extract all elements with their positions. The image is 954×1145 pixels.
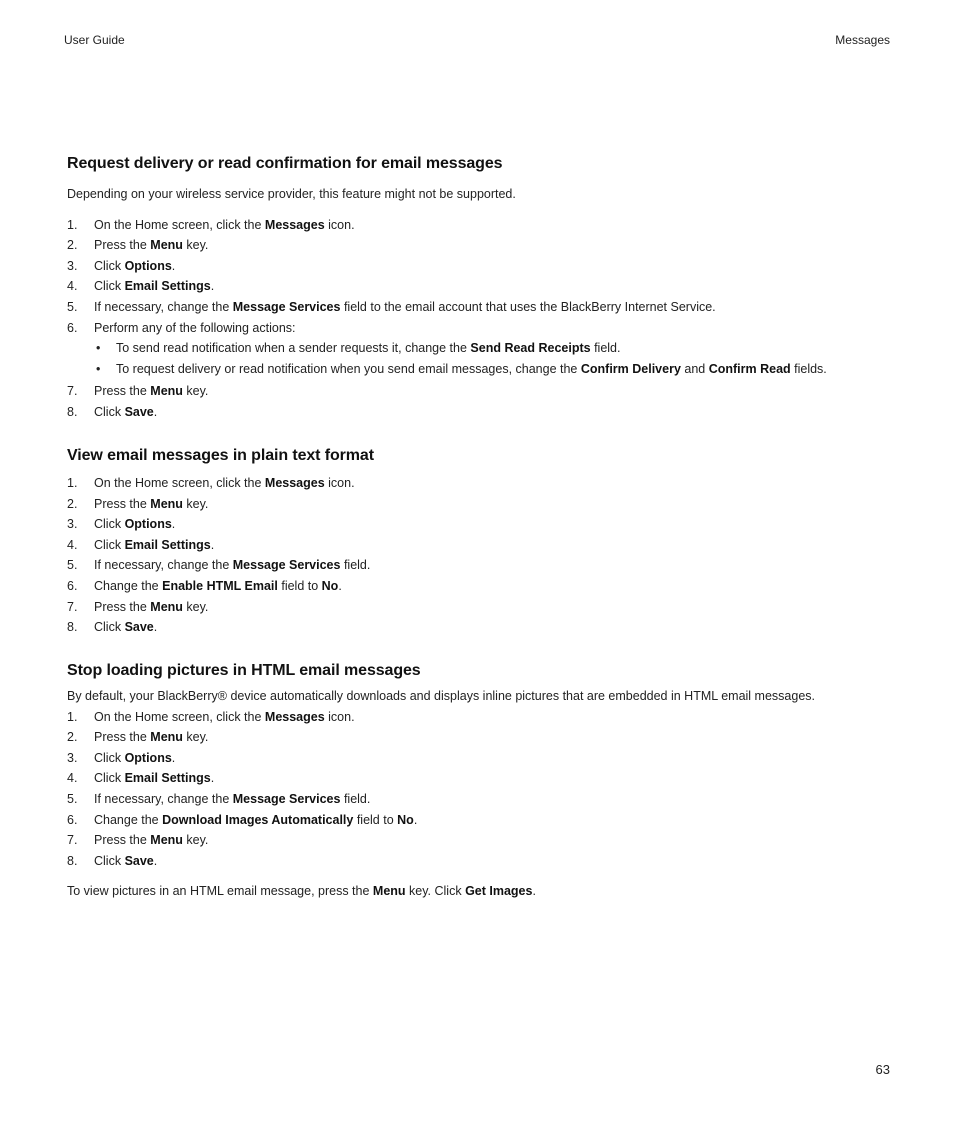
bullet-item: • To request delivery or read notification when you send email messages, change the Confirm Delivery and Confirm Read fields.: [96, 361, 827, 376]
steps-list: [67, 473, 897, 638]
step-item: 6. Change the Enable HTML Email field to No.: [67, 578, 342, 593]
step-item: 5. If necessary, change the Message Services field to the email account that uses the BlackBerry Internet Service.: [67, 299, 716, 314]
step-item: 8. Click Save.: [67, 404, 158, 419]
step-item: 6. Change the Download Images Automatically field to No.: [67, 812, 418, 827]
step-item: 6. Perform any of the following actions: • To send read notification when a sender requests it, change the Send Read Receipts field. • To request delivery or read notification when you send email messages, change the Confirm Delivery and Confirm Read fields.: [67, 318, 897, 380]
step-item: 7. Press the Menu key.: [67, 833, 209, 848]
step-item: 2. Press the Menu key.: [67, 238, 209, 253]
step-item: 1. On the Home screen, click the Messages icon.: [67, 217, 355, 232]
step-item: 2. Press the Menu key.: [67, 496, 209, 511]
step-item: 8. Click Save.: [67, 853, 158, 868]
step-item: 8. Click Save.: [67, 620, 158, 635]
section-plain-text: [67, 446, 897, 638]
section-intro: By default, your BlackBerry® device automatically downloads and displays inline pictures that are embedded in HTML email messages.: [67, 689, 816, 703]
step-item: 4. Click Email Settings.: [67, 537, 215, 552]
sub-bullet-list: [94, 338, 897, 379]
steps-list: [67, 215, 897, 423]
step-item: 3. Click Options.: [67, 517, 176, 532]
section-title: Stop loading pictures in HTML email messages: [67, 662, 421, 679]
running-header-left: User Guide: [64, 33, 125, 47]
step-item: 7. Press the Menu key.: [67, 599, 209, 614]
section-intro: Depending on your wireless service provider, this feature might not be supported.: [67, 187, 516, 201]
step-item: 3. Click Options.: [67, 750, 176, 765]
bullet-item: • To send read notification when a sender requests it, change the Send Read Receipts field.: [96, 341, 621, 356]
step-item: 4. Click Email Settings.: [67, 279, 215, 294]
steps-list: [67, 707, 897, 872]
step-item: 1. On the Home screen, click the Messages icon.: [67, 709, 355, 724]
step-item: 2. Press the Menu key.: [67, 730, 209, 745]
page-number: 63: [875, 1062, 890, 1077]
step-item: 5. If necessary, change the Message Services field.: [67, 558, 371, 573]
section-stop-pictures: [67, 661, 897, 902]
section-footer-note: To view pictures in an HTML email message, press the Menu key. Click Get Images.: [67, 884, 536, 899]
step-item: 1. On the Home screen, click the Messages icon.: [67, 476, 355, 490]
section-title: Request delivery or read confirmation for email messages: [67, 155, 503, 172]
step-item: 3. Click Options.: [67, 258, 176, 273]
step-item: 5. If necessary, change the Message Services field.: [67, 791, 371, 806]
running-header-right: Messages: [835, 33, 890, 47]
step-item: 7. Press the Menu key.: [67, 384, 209, 399]
section-request-confirmation: [67, 154, 897, 423]
step-item: 4. Click Email Settings.: [67, 771, 215, 786]
section-title: View email messages in plain text format: [67, 447, 374, 464]
